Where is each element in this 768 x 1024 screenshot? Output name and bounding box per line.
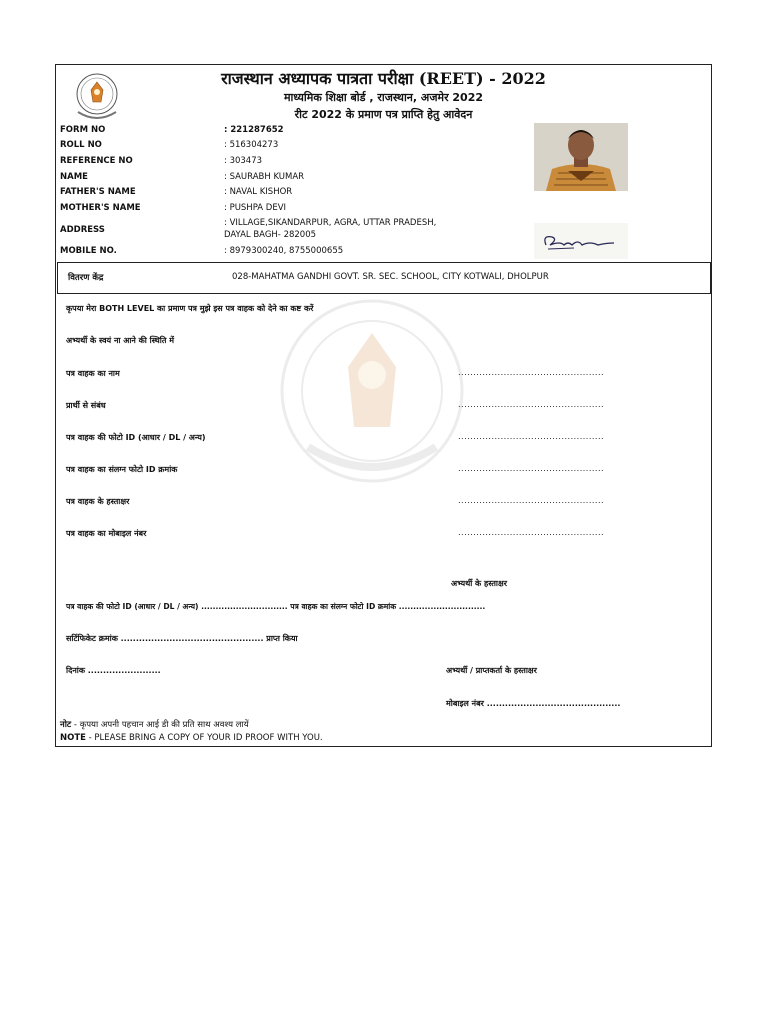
bearer-id-number-label: पत्र वाहक का संलग्न फोटो ID क्रमांक [66, 465, 178, 474]
field-label: ROLL NO [60, 140, 102, 150]
distribution-center-value: 028-MAHATMA GANDHI GOVT. SR. SEC. SCHOOL, CITY KOTWALI, DHOLPUR [232, 272, 549, 282]
note-english-text: - PLEASE BRING A COPY OF YOUR ID PROOF WITH YOU. [85, 733, 323, 743]
field-label: MOTHER'S NAME [60, 203, 141, 213]
receiver-mobile-line: मोबाइल नंबर ............................................ [446, 699, 621, 708]
exam-title: राजस्थान अध्यापक पात्रता परीक्षा (REET) - 2022 [221, 69, 546, 88]
field-label: NAME [60, 172, 88, 182]
field-value: : 8979300240, 8755000655 [224, 246, 344, 256]
bearer-name-label: पत्र वाहक का नाम [66, 369, 120, 378]
field-value: : 221287652 [224, 125, 284, 135]
note-hindi-text: - कृपया अपनी पहचान आई डी की प्रति साथ अवश्य लायें [71, 720, 249, 730]
board-seal-watermark [278, 297, 466, 485]
office-id-line: पत्र वाहक की फोटो ID (आधार / DL / अन्य) .............................. पत्र वाहक का संलग्न फोटो ID क्रमांक .............................. [66, 602, 486, 611]
relation-blank: ................................................ [458, 400, 605, 409]
note-hindi-label: नोट [60, 720, 72, 730]
field-value: : SAURABH KUMAR [224, 172, 305, 182]
bearer-photo-id-label: पत्र वाहक की फोटो ID (आधार / DL / अन्य) [66, 433, 206, 442]
candidate-signature-image [534, 223, 628, 259]
bearer-photo-id-blank: ................................................ [458, 432, 605, 441]
form-subtitle: रीट 2022 के प्रमाण पत्र प्राप्ति हेतु आवेदन [294, 108, 473, 121]
field-label: ADDRESS [60, 225, 105, 235]
distribution-center-label: वितरण केंद्र [68, 273, 104, 283]
bearer-name-blank: ................................................ [458, 368, 605, 377]
candidate-photo [534, 123, 628, 191]
field-value: : 516304273 [224, 140, 279, 150]
certificate-application-form [55, 64, 712, 747]
field-value: : PUSHPA DEVI [224, 203, 287, 213]
field-value: : VILLAGE,SIKANDARPUR, AGRA, UTTAR PRADESH, [224, 218, 437, 228]
note-english [60, 733, 323, 743]
bearer-mobile-label: पत्र वाहक का मोबाइल नंबर [66, 529, 147, 538]
board-subtitle: माध्यमिक शिक्षा बोर्ड , राजस्थान, अजमेर 2022 [283, 91, 484, 104]
field-label: FORM NO [60, 125, 106, 135]
bearer-signature-label: पत्र वाहक के हस्ताक्षर [66, 497, 130, 506]
bearer-mobile-blank: ................................................ [458, 528, 605, 537]
certificate-number-line: सर्टिफिकेट क्रमांक ............................................... प्राप्त किया [66, 634, 298, 643]
request-line: कृपया मेरा BOTH LEVEL का प्रमाण पत्र मुझे इस पत्र वाहक को देने का कष्ट करें [66, 304, 314, 313]
field-label: FATHER'S NAME [60, 187, 136, 197]
bearer-signature-blank: ................................................ [458, 496, 605, 505]
note-hindi [60, 719, 249, 730]
date-line: दिनांक ........................ [66, 666, 161, 675]
receiver-signature-label: अभ्यर्थी / प्राप्तकर्ता के हस्ताक्षर [446, 666, 537, 675]
absence-condition: अभ्यर्थी के स्वयं ना आने की स्थिति में [66, 336, 174, 345]
field-value-line2: DAYAL BAGH- 282005 [224, 230, 317, 240]
field-value: : 303473 [224, 156, 263, 166]
bearer-id-number-blank: ................................................ [458, 464, 605, 473]
candidate-signature-label: अभ्यर्थी के हस्ताक्षर [451, 579, 507, 588]
relation-label: प्रार्थी से संबंध [66, 401, 106, 410]
field-label: REFERENCE NO [60, 156, 133, 166]
field-value: : NAVAL KISHOR [224, 187, 293, 197]
distribution-center-box [57, 262, 711, 294]
field-label: MOBILE NO. [60, 246, 117, 256]
note-english-label: NOTE [60, 733, 86, 743]
